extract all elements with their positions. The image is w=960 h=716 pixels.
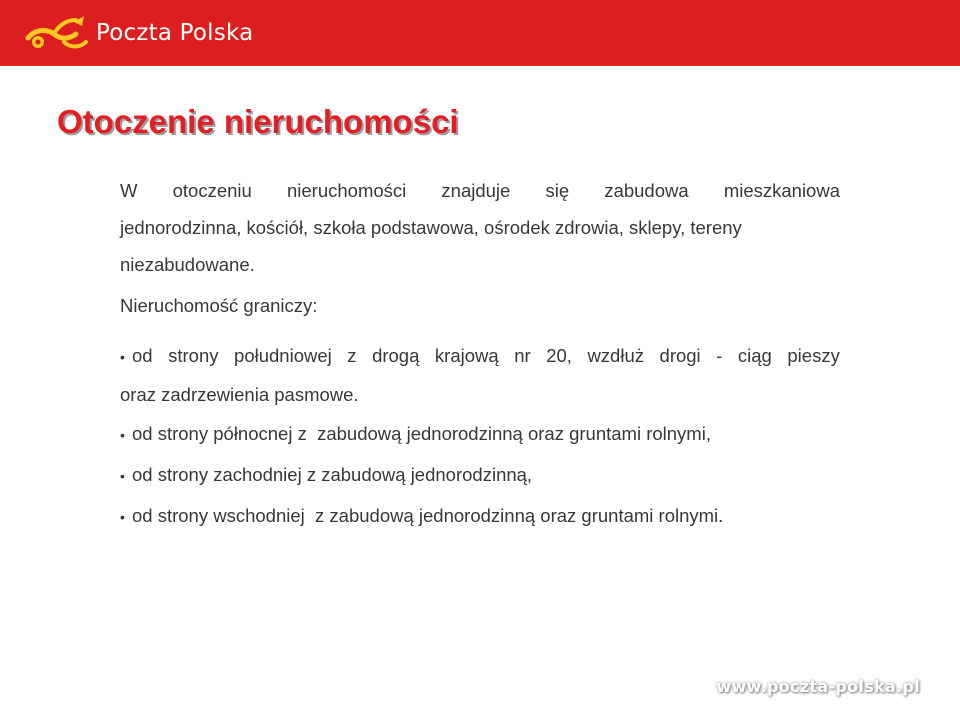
bullet-icon: • (120, 509, 125, 525)
intro-word: się (545, 180, 570, 201)
footer-url: www.poczta-polska.pl (716, 677, 920, 696)
intro-word: otoczeniu (172, 180, 252, 201)
bullet-icon: • (120, 349, 125, 365)
intro-paragraph (120, 172, 840, 283)
bullet-south-word: ciąg (737, 345, 772, 366)
bullet-south-word: krajową (434, 345, 499, 366)
intro-word: znajduje (441, 180, 511, 201)
bullet-south-word: strony (168, 345, 219, 366)
intro-line-1 (120, 172, 840, 209)
bullet-south-word: pieszy (787, 345, 840, 366)
bullet-icon: • (120, 468, 125, 484)
bullet-north (120, 415, 840, 454)
bullet-west-text: od strony zachodniej z zabudową jednorodzinną, (132, 464, 533, 485)
posthorn-icon (24, 12, 90, 54)
bullet-south-line-2: oraz zadrzewienia pasmowe. (120, 384, 359, 405)
bullet-south-line-1 (132, 337, 840, 374)
bullet-east-text: od strony wschodniej z zabudową jednorodzinną oraz gruntami rolnymi. (132, 505, 724, 526)
bullet-south-word: nr (514, 345, 531, 366)
intro-word: mieszkaniowa (723, 180, 840, 201)
bullet-east (120, 497, 840, 536)
brand-name: Poczta Polska (96, 20, 254, 46)
bullet-south-word: z (347, 345, 357, 366)
border-label: Nieruchomość graniczy: (120, 295, 318, 316)
page-title: Otoczenie nieruchomości (57, 103, 459, 140)
intro-line-3: niezabudowane. (120, 254, 255, 275)
slide-content (120, 172, 840, 536)
bullet-south-word: południowej (234, 345, 332, 366)
bullet-west (120, 456, 840, 495)
bullet-south-word: drogą (372, 345, 420, 366)
intro-line-2: jednorodzinna, kościół, szkoła podstawowa, ośrodek zdrowia, sklepy, tereny (120, 217, 742, 238)
bullet-icon: • (120, 427, 125, 443)
intro-word: zabudowa (604, 180, 689, 201)
intro-word: W (120, 180, 138, 201)
bullet-north-text: od strony północnej z zabudową jednorodzinną oraz gruntami rolnymi, (132, 423, 711, 444)
bullet-south-word: wzdłuż (587, 345, 644, 366)
header-bar (0, 0, 960, 66)
bullet-south (120, 337, 840, 413)
bullet-south-word: 20, (546, 345, 572, 366)
bullet-south-word: - (716, 345, 723, 366)
bullet-south-word: od (132, 345, 153, 366)
intro-word: nieruchomości (286, 180, 407, 201)
brand-logo (24, 10, 253, 56)
bullet-south-word: drogi (659, 345, 701, 366)
